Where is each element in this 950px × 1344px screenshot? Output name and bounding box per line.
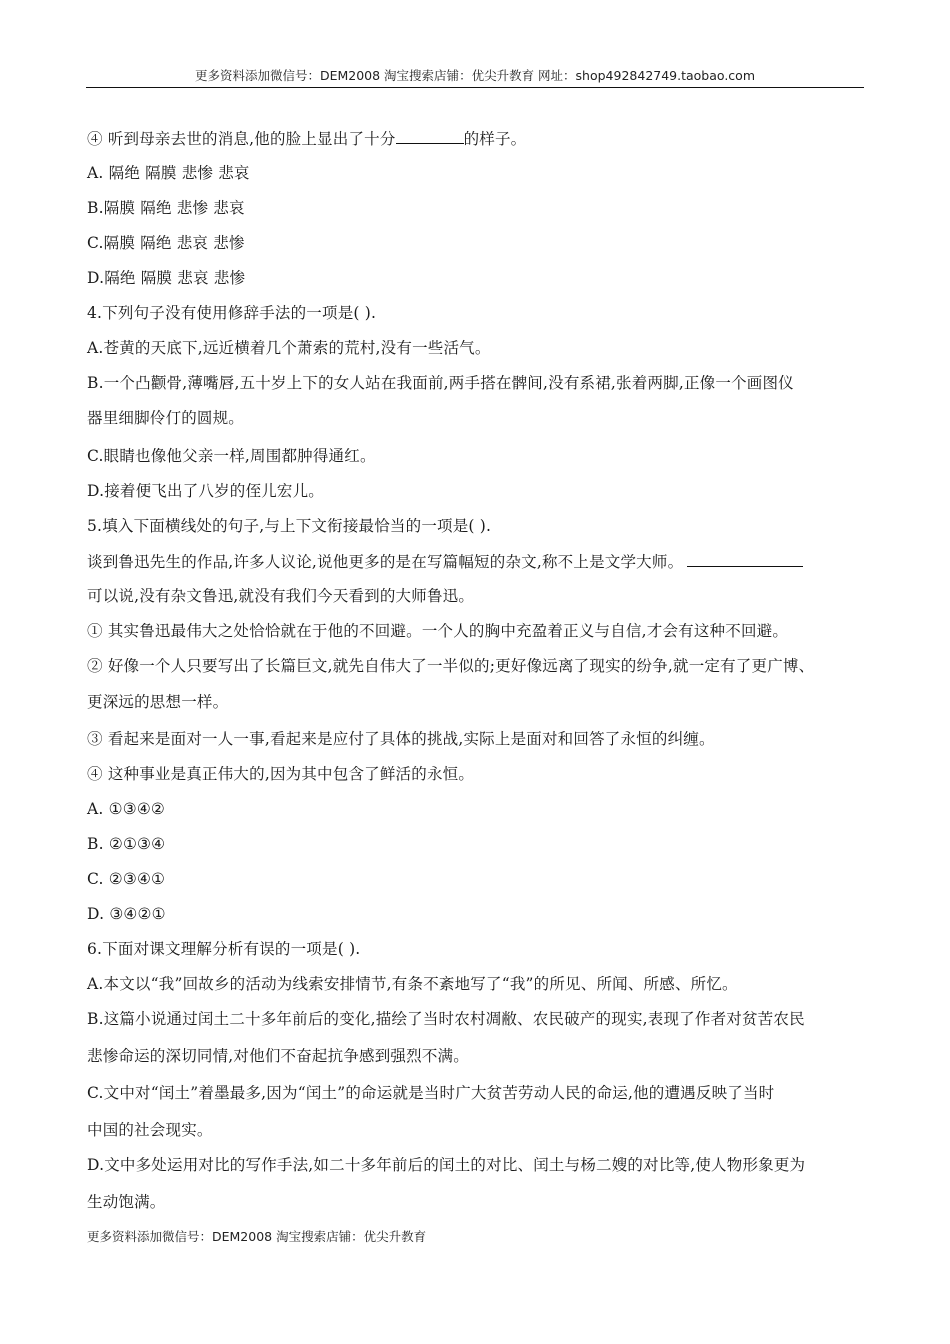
q6-stem: 6.下面对课文理解分析有误的一项是( ). xyxy=(87,940,361,958)
q3-option-b: B.隔膜 隔绝 悲惨 悲哀 xyxy=(87,199,245,217)
q3-item4 xyxy=(87,128,526,149)
q6-option-d-line1: D.文中多处运用对比的写作手法,如二十多年前后的闰土的对比、闰土与杨二嫂的对比等,使人物形象更为 xyxy=(87,1156,806,1174)
q5-sentence-2-line1: ② 好像一个人只要写出了长篇巨文,就先自伟大了一半似的;更好像远离了现实的纷争,就一定有了更广博、 xyxy=(87,657,815,675)
q5-stem: 5.填入下面横线处的句子,与上下文衔接最恰当的一项是( ). xyxy=(87,517,492,535)
q5-sentence-4: ④ 这种事业是真正伟大的,因为其中包含了鲜活的永恒。 xyxy=(87,765,475,783)
q3-option-a: A. 隔绝 隔膜 悲惨 悲哀 xyxy=(87,164,250,182)
q5-sentence-1: ① 其实鲁迅最伟大之处恰恰就在于他的不回避。一个人的胸中充盈着正义与自信,才会有这种不回避。 xyxy=(87,622,789,640)
q4-option-d: D.接着便飞出了八岁的侄儿宏儿。 xyxy=(87,482,325,500)
q6-option-a: A.本文以“我”回故乡的活动为线索安排情节,有条不紊地写了“我”的所见、所闻、所感、所忆。 xyxy=(87,975,738,993)
q3-option-c: C.隔膜 隔绝 悲哀 悲惨 xyxy=(87,234,245,252)
q6-option-b-line1: B.这篇小说通过闰土二十多年前后的变化,描绘了当时农村凋敝、农民破产的现实,表现了作者对贫苦农民 xyxy=(87,1010,805,1028)
q5-passage-line1 xyxy=(87,551,803,572)
answer-blank xyxy=(396,128,464,144)
q5-option-a: A. ①③④② xyxy=(87,800,166,818)
q5-option-d: D. ③④②① xyxy=(87,905,166,923)
q5-passage-text: 谈到鲁迅先生的作品,许多人议论,说他更多的是在写篇幅短的杂文,称不上是文学大师。 xyxy=(87,553,684,571)
q4-option-b-line2: 器里细脚伶仃的圆规。 xyxy=(87,409,245,427)
q5-passage-line2: 可以说,没有杂文鲁迅,就没有我们今天看到的大师鲁迅。 xyxy=(87,587,475,605)
q4-option-a: A.苍黄的天底下,远近横着几个萧索的荒村,没有一些活气。 xyxy=(87,339,491,357)
page-header: 更多资料添加微信号：DEM2008 淘宝搜索店铺：优尖升教育 网址：shop492842749.taobao.com xyxy=(194,68,756,83)
q6-option-b-line2: 悲惨命运的深切同情,对他们不奋起抗争感到强烈不满。 xyxy=(87,1047,469,1065)
q6-option-c-line2: 中国的社会现实。 xyxy=(87,1121,213,1139)
q6-option-c-line1: C.文中对“闰土”着墨最多,因为“闰土”的命运就是当时广大贫苦劳动人民的命运,他的遭遇反映了当时 xyxy=(87,1084,775,1102)
q6-option-d-line2: 生动饱满。 xyxy=(87,1193,166,1211)
header-rule xyxy=(86,87,864,88)
q3-item4-before: ④ 听到母亲去世的消息,他的脸上显出了十分 xyxy=(87,130,396,148)
q5-option-b: B. ②①③④ xyxy=(87,835,166,853)
page-footer: 更多资料添加微信号：DEM2008 淘宝搜索店铺：优尖升教育 xyxy=(87,1229,427,1244)
q5-sentence-2-line2: 更深远的思想一样。 xyxy=(87,693,229,711)
q4-option-b-line1: B.一个凸颧骨,薄嘴唇,五十岁上下的女人站在我面前,两手搭在髀间,没有系裙,张着两脚,正像一个画图仪 xyxy=(87,374,794,392)
q4-stem: 4.下列句子没有使用修辞手法的一项是( ). xyxy=(87,304,377,322)
q3-option-d: D.隔绝 隔膜 悲哀 悲惨 xyxy=(87,269,246,287)
q3-item4-after: 的样子。 xyxy=(463,130,527,148)
q5-option-c: C. ②③④① xyxy=(87,870,166,888)
answer-blank xyxy=(687,551,803,567)
q4-option-c: C.眼睛也像他父亲一样,周围都肿得通红。 xyxy=(87,447,376,465)
q5-sentence-3: ③ 看起来是面对一人一事,看起来是应付了具体的挑战,实际上是面对和回答了永恒的纠缠。 xyxy=(87,730,715,748)
